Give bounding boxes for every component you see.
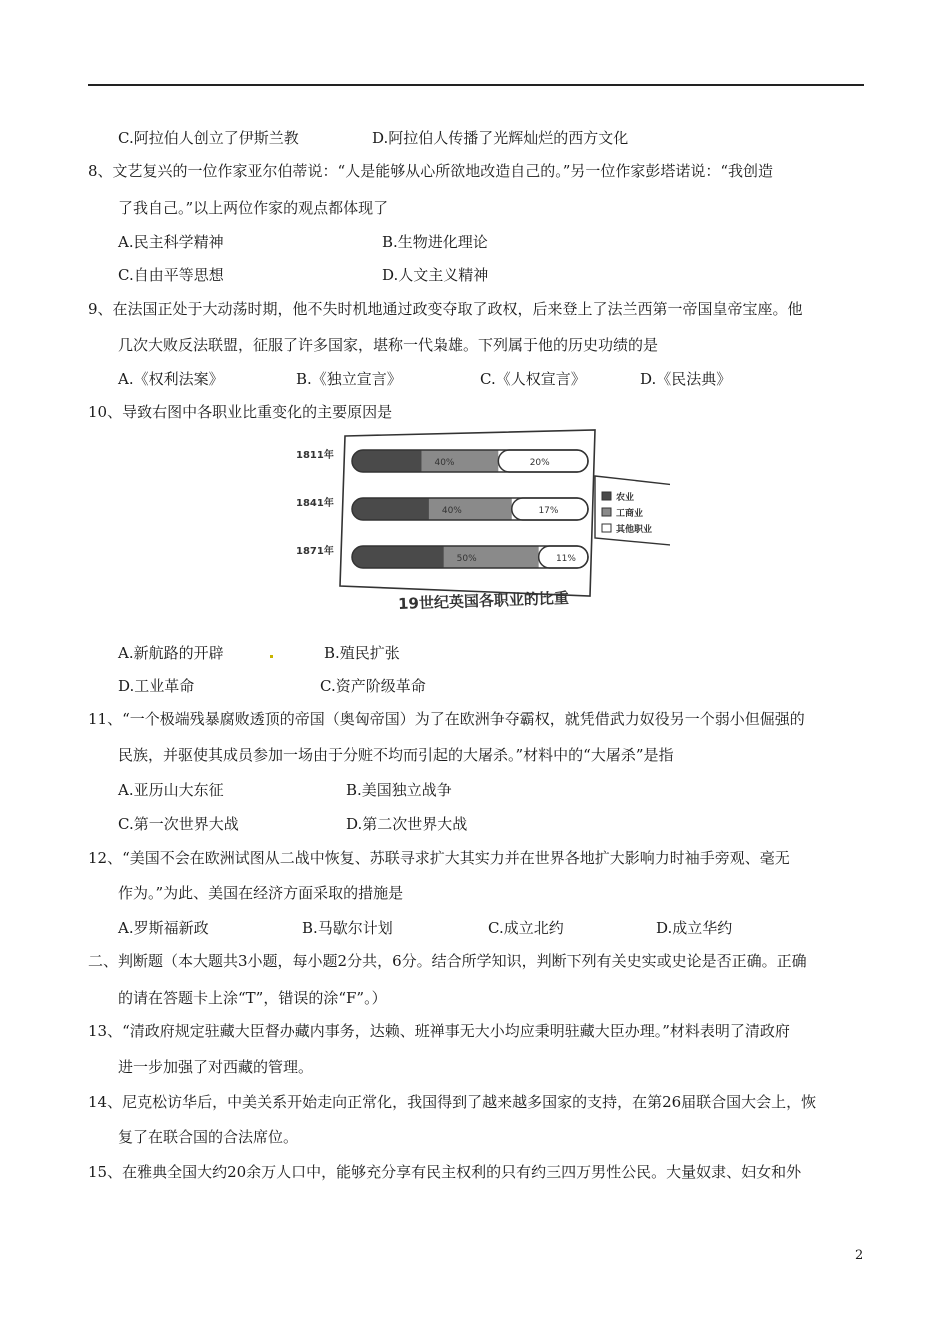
q7-option-c: C.阿拉伯人创立了伊斯兰教 [118,129,299,147]
q12-option-c: C.成立北约 [488,919,564,937]
q12-option-d: D.成立华约 [656,919,733,937]
legend-label: 农业 [616,493,635,503]
q9-option-b: B.《独立宣言》 [296,370,402,388]
q10-option-d: D.工业革命 [118,677,195,695]
bar-agriculture [352,498,440,520]
agri-pct-label: 40% [441,506,462,516]
q9-stem-line2: 几次大败反法联盟，征服了许多国家，堪称一代枭雄。下列属于他的历史功绩的是 [118,336,659,354]
legend-swatch [602,524,611,532]
q8-option-d: D.人文主义精神 [382,266,489,284]
q12-option-a: A.罗斯福新政 [118,919,209,937]
legend-swatch [602,492,611,500]
q8-option-b: B.生物进化理论 [382,233,488,251]
q12-option-b: B.马歇尔计划 [302,919,393,937]
bar-agriculture [352,450,432,472]
other-pct-label: 20% [529,458,550,468]
q10-option-b: B.殖民扩张 [324,644,400,662]
year-label: 1871年 [296,546,334,557]
q13-stem-line1: 13、“清政府规定驻藏大臣督办藏内事务，达赖、班禅事无大小均应秉明驻藏大臣办理。”材料表明了清政府 [88,1022,790,1040]
section2-heading-line2: 的请在答题卡上涂“T”，错误的涂“F”。） [118,989,387,1007]
q10-option-a: A.新航路的开辟 [118,644,224,662]
q9-option-c: C.《人权宣言》 [480,370,586,388]
q9-option-d: D.《民法典》 [640,370,732,388]
other-pct-label: 11% [555,554,576,564]
q8-option-a: A.民主科学精神 [118,233,224,251]
q8-stem-line1: 8、文艺复兴的一位作家亚尔伯蒂说：“人是能够从心所欲地改造自己的。”另一位作家彭塔诺说：“我创造 [88,162,774,180]
q14-stem-line1: 14、尼克松访华后，中美关系开始走向正常化，我国得到了越来越多国家的支持，在第26届联合国大会上，恢 [88,1093,817,1111]
q9-stem-line1: 9、在法国正处于大动荡时期，他不失时机地通过政变夺取了政权，后来登上了法兰西第一帝国皇帝宝座。他 [88,300,803,318]
q10-stem: 10、导致右图中各职业比重变化的主要原因是 [88,403,393,421]
q11-stem-line2: 民族，并驱使其成员参加一场由于分赃不均而引起的大屠杀。”材料中的“大屠杀”是指 [118,746,674,764]
page-number: 2 [855,1248,864,1263]
agri-pct-label: 50% [456,554,477,564]
q8-stem-line2: 了我自己。”以上两位作家的观点都体现了 [118,199,389,217]
q12-stem-line2: 作为。”为此、美国在经济方面采取的措施是 [118,884,404,902]
legend-label: 其他职业 [616,525,653,535]
q11-option-d: D.第二次世界大战 [346,815,468,833]
section2-heading-line1: 二、判断题（本大题共3小题，每小题2分共，6分。结合所学知识，判断下列有关史实或史论是否正确。正确 [88,952,807,970]
q10-option-c: C.资产阶级革命 [320,677,426,695]
q14-stem-line2: 复了在联合国的合法席位。 [118,1128,299,1146]
print-speck [270,655,273,658]
chart-title: 19世纪英国各职业的比重 [397,589,570,613]
year-label: 1811年 [296,450,334,461]
q11-option-c: C.第一次世界大战 [118,815,239,833]
other-pct-label: 17% [538,506,559,516]
q12-stem-line1: 12、“美国不会在欧洲试图从二战中恢复、苏联寻求扩大其实力并在世界各地扩大影响力时袖手旁观、毫无 [88,849,790,867]
q11-stem-line1: 11、“一个极端残暴腐败透顶的帝国（奥匈帝国）为了在欧洲争夺霸权，就凭借武力奴役另一个弱小但倔强的 [88,710,805,728]
q9-option-a: A.《权利法案》 [118,370,224,388]
q11-option-a: A.亚历山大东征 [118,781,224,799]
legend-swatch [602,508,611,516]
bar-industry [421,450,498,472]
bar-agriculture [352,546,455,568]
year-label: 1841年 [296,498,334,509]
q13-stem-line2: 进一步加强了对西藏的管理。 [118,1058,314,1076]
legend-label: 工商业 [616,509,644,519]
q7-option-d: D.阿拉伯人传播了光辉灿烂的西方文化 [372,129,629,147]
agri-pct-label: 40% [434,458,455,468]
q8-option-c: C.自由平等思想 [118,266,224,284]
q11-option-b: B.美国独立战争 [346,781,452,799]
header-rule [88,84,864,86]
q15-stem-line1: 15、在雅典全国大约20余万人口中，能够充分享有民主权利的只有约三四万男性公民。大量奴隶、妇女和外 [88,1163,802,1181]
